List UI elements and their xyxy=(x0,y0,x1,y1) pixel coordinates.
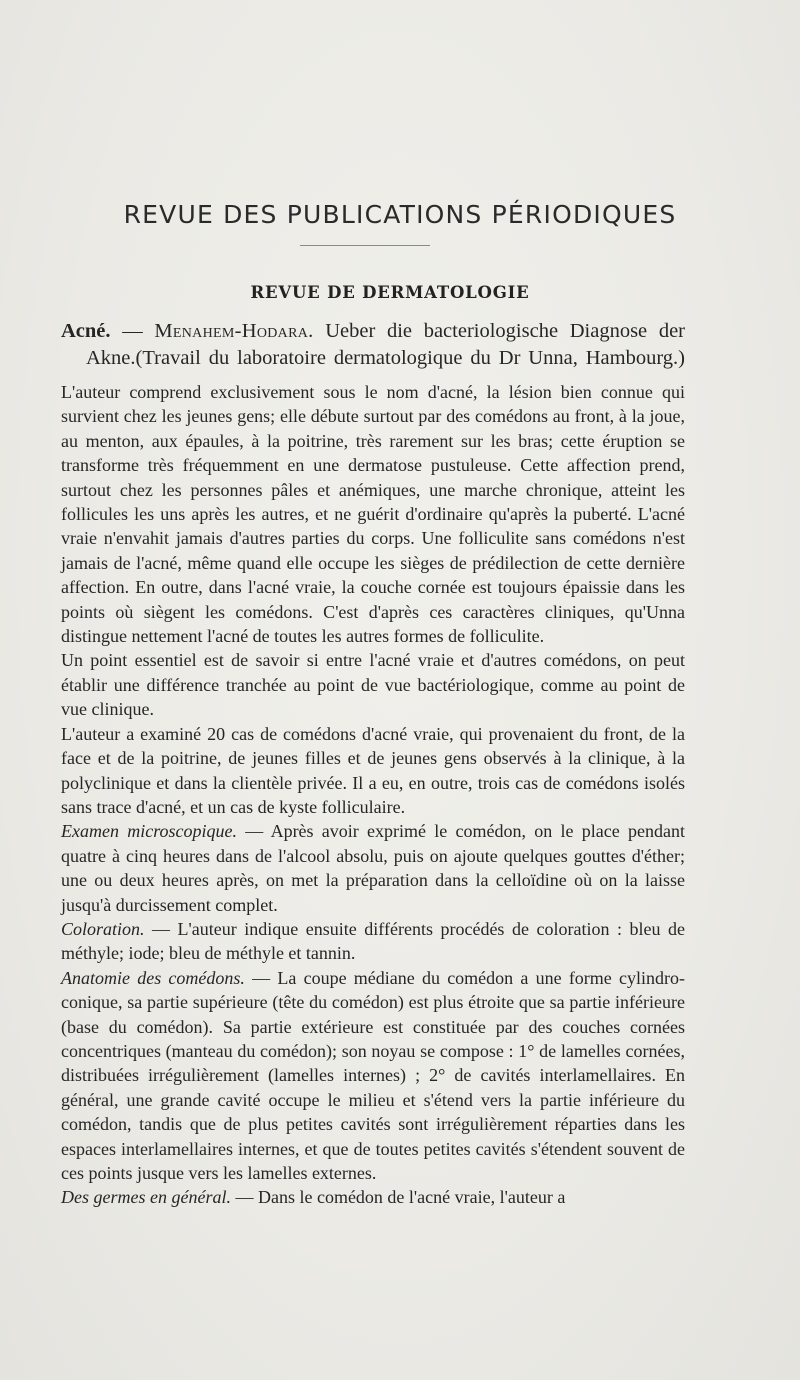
paragraph-germes: Des germes en général. — Dans le comédon de l'acné vraie, l'auteur a xyxy=(61,1187,566,1208)
paragraph-examen: Examen microscopique. — Après avoir exprimé le comédon, on le place pendant quatre à cinq heures dans de l'alcool absolu, puis on ajoute quelques gouttes d'éther; une ou deux heures après, on met la préparation dans la celloïdine où on la laisse jusqu'à durcissement complet. xyxy=(61,821,685,915)
title-divider xyxy=(300,245,430,246)
paragraph-3: L'auteur a examiné 20 cas de comédons d'acné vraie, qui provenaient du front, de la face et de la poitrine, de jeunes filles et de jeunes gens observés à la clinique, à la polyclinique et dans la clientèle privée. Il a eu, en outre, trois cas de comédons isolés sans trace d'acné, et un cas de kyste folliculaire. xyxy=(61,723,685,817)
paragraph-anatomie: Anatomie des comédons. — La coupe médiane du comédon a une forme cylindro-conique, sa partie supérieure (tête du comédon) est plus étroite que sa partie inférieure (base du comédon). Sa partie extérieure est constituée par des couches cornées concentriques (manteau du comédon); son noyau se compose : 1° de lamelles cornées, distribuées irrégulièrement (lamelles internes) ; 2° de cavités interlamellaires. En général, une grande cavité occupe le milieu et s'étend vers la partie inférieure du comédon, tandis que de plus petites cavités sont irrégulièrement réparties dans les espaces interlamellaires internes, et que de toutes petites cavités s'étendent souvent de ces points jusque vers les lamelles externes. xyxy=(61,967,685,1183)
section-title: REVUE DE DERMATOLOGIE xyxy=(250,283,530,302)
heading-dash: — xyxy=(110,320,155,342)
paragraph-2: Un point essentiel est de savoir si entre l'acné vraie et d'autres comédons, on peut établir une différence tranchée au point de vue bactériologique, comme au point de vue clinique. xyxy=(61,650,685,720)
subsection-lead: Des germes en général. xyxy=(61,1187,231,1208)
journal-title: REVUE DES PUBLICATIONS PÉRIODIQUES xyxy=(123,200,677,229)
subsection-lead: Coloration. xyxy=(61,918,145,939)
article-reference: Ueber die bacteriologische Diagnose der Akne.(Travail du laboratoire dermatologique du Dr Unna, Hambourg.) xyxy=(86,320,685,369)
paragraph-coloration: Coloration. — L'auteur indique ensuite différents procédés de coloration : bleu de méthyle; iode; bleu de méthyle et tannin. xyxy=(61,918,685,964)
article-body xyxy=(61,318,685,1210)
article-subject: Acné. xyxy=(61,320,111,342)
paragraph-1: L'auteur comprend exclusivement sous le nom d'acné, la lésion bien connue qui survient chez les jeunes gens; elle débute surtout par des comédons au front, à la joue, au menton, aux épaules, à la poitrine, très rarement sur les bras; cette éruption se transforme très fréquemment en une dermatose pustuleuse. Cette affection prend, surtout chez les personnes pâles et anémiques, une marche chronique, atteint les follicules les uns après les autres, et ne guérit d'ordinaire qu'après la puberté. L'acné vraie n'envahit jamais d'autres parties du corps. Une folliculite sans comédons n'est jamais de l'acné, même quand elle occupe les sièges de prédilection de cette dernière affection. En outre, dans l'acné vraie, la couche cornée est toujours épaissie dans les points où siègent les comédons. C'est d'après ces caractères cliniques, qu'Unna distingue nettement l'acné de toutes les autres formes de folliculite. xyxy=(61,382,685,647)
article-heading xyxy=(61,318,685,372)
subsection-lead: Anatomie des comédons. xyxy=(61,967,245,988)
subsection-lead: Examen microscopique. xyxy=(61,821,238,842)
article-author: Menahem-Hodara. xyxy=(154,320,314,342)
